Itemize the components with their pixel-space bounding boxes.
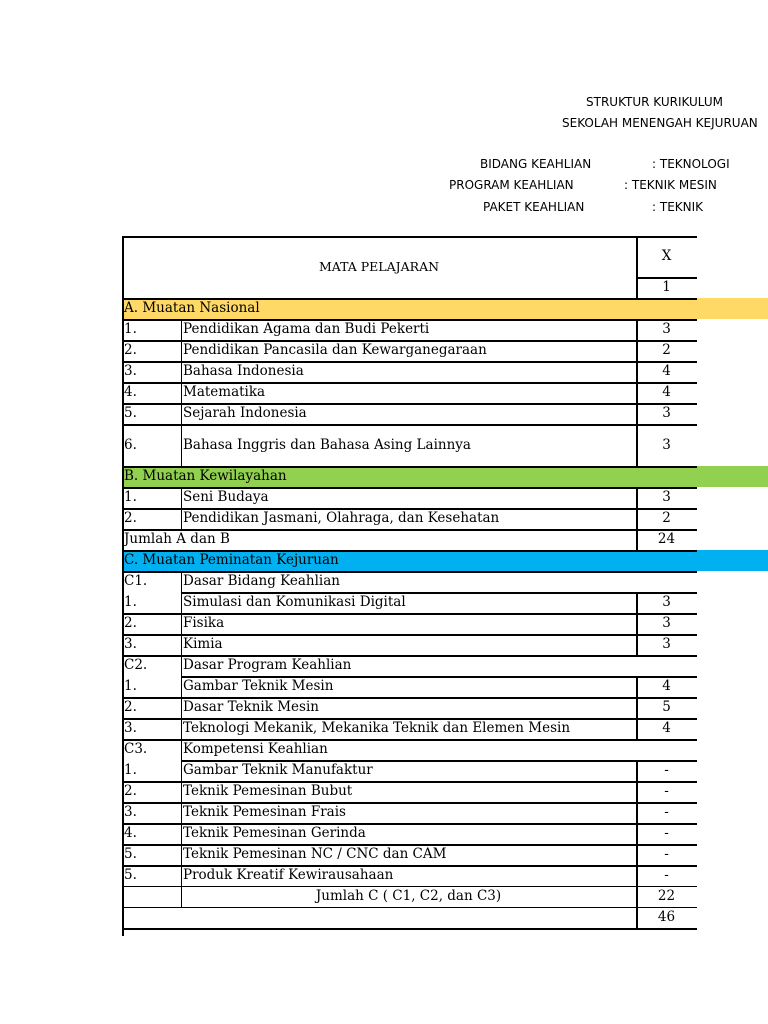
- subtotal-c-value: 22: [657, 888, 676, 904]
- grid-line-v: [181, 571, 182, 592]
- section-heading: A. Muatan Nasional: [124, 300, 260, 316]
- subgroup-code: C3.: [124, 741, 148, 757]
- curriculum-table: [0, 236, 697, 946]
- grid-line-v: [636, 697, 638, 718]
- grid-line-v: [636, 487, 638, 508]
- subgroup-title: Kompetensi Keahlian: [183, 741, 328, 757]
- grid-line-v: [636, 676, 638, 697]
- subject-name: Teknik Pemesinan Gerinda: [183, 825, 366, 841]
- grid-line-v: [181, 781, 182, 802]
- grid-line-v: [181, 403, 182, 424]
- subject-name: Sejarah Indonesia: [183, 405, 307, 421]
- paket-keahlian-value: : TEKNIK: [652, 200, 704, 214]
- column-header-kelas: X: [661, 248, 672, 264]
- hours-value: 3: [662, 437, 671, 453]
- program-keahlian-value: : TEKNIK MESIN: [624, 178, 717, 192]
- subject-name: Matematika: [183, 384, 266, 400]
- row-number: 3.: [124, 636, 137, 652]
- grid-line-v: [181, 718, 182, 739]
- row-number: 1.: [124, 321, 137, 337]
- hours-value: 2: [662, 510, 671, 526]
- grid-line-v: [636, 382, 638, 403]
- grid-line-v: [636, 340, 638, 361]
- hours-value: -: [664, 804, 669, 820]
- row-number: 4.: [124, 384, 137, 400]
- row-number: 6.: [124, 437, 137, 453]
- hours-value: 3: [662, 636, 671, 652]
- grand-total-label: [122, 907, 636, 928]
- subject-name: Dasar Teknik Mesin: [183, 699, 319, 715]
- subtotal-label: Jumlah A dan B: [124, 531, 230, 547]
- column-header-mata-pelajaran: MATA PELAJARAN: [318, 259, 440, 274]
- grid-line-v: [636, 823, 638, 844]
- hours-value: 3: [662, 489, 671, 505]
- row-number: 5.: [124, 867, 137, 883]
- document-header: [0, 0, 758, 230]
- grid-line-v: [636, 802, 638, 823]
- row-number: 2.: [124, 510, 137, 526]
- row-number: 2.: [124, 342, 137, 358]
- subject-name: Teknik Pemesinan Frais: [183, 804, 346, 820]
- row-number: 2.: [124, 615, 137, 631]
- grid-line-v: [636, 718, 638, 739]
- row-number: 2.: [124, 783, 137, 799]
- subgroup-title: Dasar Bidang Keahlian: [183, 573, 340, 589]
- grid-line-v: [636, 886, 638, 907]
- subgroup-code: C1.: [124, 573, 148, 589]
- grid-line-v: [181, 844, 182, 865]
- grid-line-v: [636, 361, 638, 382]
- grid-line-v: [181, 382, 182, 403]
- hours-value: 3: [662, 405, 671, 421]
- subject-name: Gambar Teknik Manufaktur: [183, 762, 373, 778]
- hours-value: -: [664, 762, 669, 778]
- grid-line-v: [181, 340, 182, 361]
- grid-line-v: [181, 760, 182, 781]
- row-number: 5.: [124, 846, 137, 862]
- row-number: 3.: [124, 363, 137, 379]
- subtotal-value: 24: [657, 531, 676, 547]
- hours-value: -: [664, 846, 669, 862]
- subject-name: Seni Budaya: [183, 489, 269, 505]
- grid-line-v: [636, 424, 638, 466]
- grid-line-h: [122, 928, 697, 930]
- grid-line-v: [181, 886, 182, 907]
- program-keahlian-label: PROGRAM KEAHLIAN: [449, 178, 574, 192]
- title-line-2: SEKOLAH MENENGAH KEJURUAN: [562, 116, 758, 130]
- grid-line-v: [636, 844, 638, 865]
- section-heading: B. Muatan Kewilayahan: [124, 468, 287, 484]
- hours-value: 5: [662, 699, 671, 715]
- subject-name: Bahasa Inggris dan Bahasa Asing Lainnya: [183, 437, 471, 453]
- subgroup-code: C2.: [124, 657, 148, 673]
- subject-name: Simulasi dan Komunikasi Digital: [183, 594, 406, 610]
- hours-value: 4: [662, 678, 671, 694]
- row-number: 1.: [124, 762, 137, 778]
- hours-value: 2: [662, 342, 671, 358]
- grid-line-v: [636, 529, 638, 550]
- grid-line-v: [181, 592, 182, 613]
- grid-line-v: [181, 613, 182, 634]
- subject-name: Produk Kreatif Kewirausahaan: [183, 867, 394, 883]
- row-number: 2.: [124, 699, 137, 715]
- bidang-keahlian-label: BIDANG KEAHLIAN: [480, 157, 592, 171]
- grid-line-v: [636, 508, 638, 529]
- grid-line-v: [181, 676, 182, 697]
- grid-line-v: [181, 361, 182, 382]
- grid-line-v: [636, 907, 638, 928]
- row-number: 1.: [124, 678, 137, 694]
- row-number: 5.: [124, 405, 137, 421]
- hours-value: -: [664, 825, 669, 841]
- hours-value: 3: [662, 615, 671, 631]
- hours-value: -: [664, 783, 669, 799]
- grid-line-v: [181, 655, 182, 676]
- row-number: 1.: [124, 594, 137, 610]
- subtotal-c-label: Jumlah C ( C1, C2, dan C3): [315, 888, 502, 904]
- title-line-1: STRUKTUR KURIKULUM: [586, 95, 724, 109]
- grid-line-v: [181, 319, 182, 340]
- grid-line-v: [181, 865, 182, 886]
- grid-line-v: [636, 403, 638, 424]
- subject-name: Bahasa Indonesia: [183, 363, 304, 379]
- hours-value: 3: [662, 321, 671, 337]
- section-heading: C. Muatan Peminatan Kejuruan: [124, 552, 339, 568]
- column-header-semester: 1: [662, 279, 671, 295]
- subject-name: Teknik Pemesinan Bubut: [183, 783, 353, 799]
- paket-keahlian-label: PAKET KEAHLIAN: [483, 200, 585, 214]
- grid-line-v: [181, 802, 182, 823]
- grid-line-v: [181, 697, 182, 718]
- grid-line-v: [636, 592, 638, 613]
- row-number: 3.: [124, 720, 137, 736]
- bidang-keahlian-value: : TEKNOLOGI: [652, 157, 730, 171]
- row-number: 4.: [124, 825, 137, 841]
- subject-name: Pendidikan Pancasila dan Kewarganegaraan: [183, 342, 487, 358]
- subgroup-title: Dasar Program Keahlian: [183, 657, 352, 673]
- row-number: 1.: [124, 489, 137, 505]
- grid-line-v: [636, 781, 638, 802]
- subject-name: Gambar Teknik Mesin: [183, 678, 334, 694]
- subject-name: Teknik Pemesinan NC / CNC dan CAM: [183, 846, 447, 862]
- subject-name: Fisika: [183, 615, 225, 631]
- row-number: 3.: [124, 804, 137, 820]
- grid-line-v: [636, 760, 638, 781]
- subject-name: Kimia: [183, 636, 223, 652]
- subject-name: Teknologi Mekanik, Mekanika Teknik dan Elemen Mesin: [183, 720, 571, 736]
- grid-line-v: [181, 823, 182, 844]
- grid-line-v: [636, 613, 638, 634]
- grid-line-v: [181, 508, 182, 529]
- grid-line-v: [636, 865, 638, 886]
- hours-value: -: [664, 867, 669, 883]
- subject-name: Pendidikan Agama dan Budi Pekerti: [183, 321, 430, 337]
- grid-line-v: [181, 634, 182, 655]
- hours-value: 4: [662, 384, 671, 400]
- grid-line-v: [181, 739, 182, 760]
- hours-value: 3: [662, 594, 671, 610]
- grid-line-v: [636, 319, 638, 340]
- grand-total-value: 46: [657, 909, 676, 925]
- hours-value: 4: [662, 363, 671, 379]
- subject-name: Pendidikan Jasmani, Olahraga, dan Kesehatan: [183, 510, 500, 526]
- hours-value: 4: [662, 720, 671, 736]
- grid-line-v: [181, 424, 182, 466]
- grid-line-v: [181, 487, 182, 508]
- grid-line-v: [636, 634, 638, 655]
